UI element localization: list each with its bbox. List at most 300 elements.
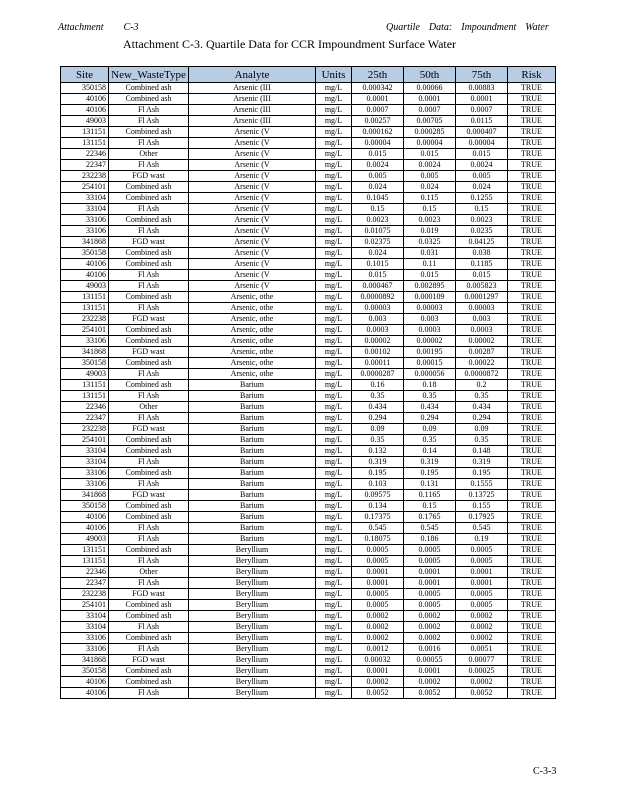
q50-cell: 0.00705 (404, 116, 456, 127)
analyte-cell: Beryllium (189, 644, 316, 655)
waste-type-cell: Combined ash (109, 446, 189, 457)
waste-type-cell: Combined ash (109, 666, 189, 677)
site-cell: 350158 (61, 83, 109, 94)
q75-cell: 0.294 (456, 413, 508, 424)
q75-cell: 0.00025 (456, 666, 508, 677)
q50-cell: 0.00195 (404, 347, 456, 358)
q75-cell: 0.1255 (456, 193, 508, 204)
q75-cell: 0.00004 (456, 138, 508, 149)
waste-type-cell: FGD wast (109, 314, 189, 325)
q50-cell: 0.002895 (404, 281, 456, 292)
site-cell: 232238 (61, 171, 109, 182)
units-cell: mg/L (316, 435, 352, 446)
table-row (61, 347, 556, 358)
table-row (61, 611, 556, 622)
q50-cell: 0.131 (404, 479, 456, 490)
q25-cell: 0.005 (352, 171, 404, 182)
q25-cell: 0.015 (352, 149, 404, 160)
table-row (61, 292, 556, 303)
table-row (61, 182, 556, 193)
q75-cell: 0.1185 (456, 259, 508, 270)
analyte-cell: Beryllium (189, 611, 316, 622)
units-cell: mg/L (316, 325, 352, 336)
units-cell: mg/L (316, 369, 352, 380)
running-header-right (386, 22, 549, 33)
site-cell: 254101 (61, 435, 109, 446)
header-right-word: Water (525, 22, 549, 33)
site-cell: 131151 (61, 138, 109, 149)
risk-cell: TRUE (508, 116, 556, 127)
q25-cell: 0.000342 (352, 83, 404, 94)
units-cell: mg/L (316, 446, 352, 457)
risk-cell: TRUE (508, 446, 556, 457)
waste-type-cell: Fl Ash (109, 622, 189, 633)
waste-type-cell: Other (109, 567, 189, 578)
q50-cell: 0.545 (404, 523, 456, 534)
q50-cell: 0.15 (404, 501, 456, 512)
waste-type-cell: Fl Ash (109, 105, 189, 116)
waste-type-cell: Fl Ash (109, 369, 189, 380)
waste-type-cell: Fl Ash (109, 270, 189, 281)
units-cell: mg/L (316, 413, 352, 424)
units-cell: mg/L (316, 127, 352, 138)
q75-cell: 0.0005 (456, 600, 508, 611)
waste-type-cell: Fl Ash (109, 160, 189, 171)
waste-type-cell: Combined ash (109, 248, 189, 259)
table-row (61, 424, 556, 435)
table-row (61, 116, 556, 127)
q50-cell: 0.0001 (404, 666, 456, 677)
risk-cell: TRUE (508, 204, 556, 215)
site-cell: 131151 (61, 127, 109, 138)
risk-cell: TRUE (508, 303, 556, 314)
site-cell: 49003 (61, 534, 109, 545)
q75-cell: 0.545 (456, 523, 508, 534)
analyte-cell: Arsenic (III (189, 83, 316, 94)
q75-cell: 0.003 (456, 314, 508, 325)
q50-cell: 0.0001 (404, 578, 456, 589)
analyte-cell: Barium (189, 490, 316, 501)
header-right-word: Data: (428, 22, 453, 33)
analyte-cell: Barium (189, 501, 316, 512)
q50-cell: 0.005 (404, 171, 456, 182)
units-cell: mg/L (316, 94, 352, 105)
waste-type-cell: Fl Ash (109, 413, 189, 424)
waste-type-cell: Fl Ash (109, 204, 189, 215)
waste-type-cell: Combined ash (109, 600, 189, 611)
analyte-cell: Arsenic (V (189, 171, 316, 182)
analyte-cell: Arsenic (V (189, 226, 316, 237)
analyte-cell: Arsenic (V (189, 127, 316, 138)
units-cell: mg/L (316, 479, 352, 490)
analyte-cell: Barium (189, 468, 316, 479)
analyte-cell: Arsenic (V (189, 204, 316, 215)
q25-cell: 0.0002 (352, 611, 404, 622)
waste-type-cell: Combined ash (109, 259, 189, 270)
risk-cell: TRUE (508, 435, 556, 446)
site-cell: 350158 (61, 666, 109, 677)
q25-cell: 0.0001 (352, 666, 404, 677)
table-row (61, 248, 556, 259)
q75-cell: 0.015 (456, 149, 508, 160)
q25-cell: 0.024 (352, 182, 404, 193)
q50-cell: 0.000109 (404, 292, 456, 303)
q75-cell: 0.0002 (456, 611, 508, 622)
header-right-word: Quartile (386, 22, 420, 33)
analyte-cell: Arsenic, othe (189, 325, 316, 336)
q50-cell: 0.0005 (404, 600, 456, 611)
units-cell: mg/L (316, 160, 352, 171)
site-cell: 131151 (61, 303, 109, 314)
table-row (61, 501, 556, 512)
q75-cell: 0.0002 (456, 622, 508, 633)
q25-cell: 0.01075 (352, 226, 404, 237)
q25-cell: 0.00002 (352, 336, 404, 347)
units-cell: mg/L (316, 358, 352, 369)
units-cell: mg/L (316, 424, 352, 435)
q75-cell: 0.0001297 (456, 292, 508, 303)
waste-type-cell: FGD wast (109, 655, 189, 666)
waste-type-cell: Combined ash (109, 545, 189, 556)
q50-cell: 0.0016 (404, 644, 456, 655)
waste-type-cell: FGD wast (109, 589, 189, 600)
q25-cell: 0.0002 (352, 633, 404, 644)
q50-cell: 0.019 (404, 226, 456, 237)
q75-cell: 0.00287 (456, 347, 508, 358)
q25-cell: 0.0002 (352, 622, 404, 633)
site-cell: 131151 (61, 391, 109, 402)
q25-cell: 0.09575 (352, 490, 404, 501)
q75-cell: 0.000407 (456, 127, 508, 138)
q25-cell: 0.132 (352, 446, 404, 457)
table-row (61, 358, 556, 369)
q75-cell: 0.0235 (456, 226, 508, 237)
q75-cell: 0.09 (456, 424, 508, 435)
q50-cell: 0.0024 (404, 160, 456, 171)
site-cell: 341868 (61, 490, 109, 501)
q75-cell: 0.0005 (456, 545, 508, 556)
site-cell: 49003 (61, 369, 109, 380)
units-cell: mg/L (316, 490, 352, 501)
site-cell: 22347 (61, 413, 109, 424)
risk-cell: TRUE (508, 523, 556, 534)
table-row (61, 204, 556, 215)
q50-cell: 0.00003 (404, 303, 456, 314)
risk-cell: TRUE (508, 677, 556, 688)
table-row (61, 688, 556, 699)
q50-cell: 0.0002 (404, 611, 456, 622)
waste-type-cell: Fl Ash (109, 479, 189, 490)
analyte-cell: Barium (189, 523, 316, 534)
analyte-cell: Beryllium (189, 589, 316, 600)
waste-type-cell: Other (109, 402, 189, 413)
risk-cell: TRUE (508, 336, 556, 347)
site-cell: 131151 (61, 292, 109, 303)
waste-type-cell: FGD wast (109, 424, 189, 435)
analyte-cell: Arsenic (V (189, 281, 316, 292)
q50-cell: 0.11 (404, 259, 456, 270)
q50-cell: 0.0325 (404, 237, 456, 248)
q25-cell: 0.02375 (352, 237, 404, 248)
q25-cell: 0.134 (352, 501, 404, 512)
units-cell: mg/L (316, 556, 352, 567)
table-row (61, 391, 556, 402)
q50-cell: 0.18 (404, 380, 456, 391)
q75-cell: 0.00077 (456, 655, 508, 666)
q75-cell: 0.15 (456, 204, 508, 215)
site-cell: 232238 (61, 424, 109, 435)
risk-cell: TRUE (508, 556, 556, 567)
waste-type-cell: Combined ash (109, 358, 189, 369)
waste-type-cell: Combined ash (109, 512, 189, 523)
units-cell: mg/L (316, 259, 352, 270)
q25-cell: 0.35 (352, 391, 404, 402)
analyte-cell: Arsenic, othe (189, 336, 316, 347)
waste-type-cell: Combined ash (109, 182, 189, 193)
units-cell: mg/L (316, 171, 352, 182)
site-cell: 232238 (61, 314, 109, 325)
units-cell: mg/L (316, 402, 352, 413)
q75-cell: 0.0001 (456, 578, 508, 589)
units-cell: mg/L (316, 677, 352, 688)
q25-cell: 0.0003 (352, 325, 404, 336)
q25-cell: 0.1045 (352, 193, 404, 204)
site-cell: 40106 (61, 512, 109, 523)
site-cell: 33106 (61, 479, 109, 490)
units-cell: mg/L (316, 589, 352, 600)
units-cell: mg/L (316, 226, 352, 237)
table-row (61, 534, 556, 545)
q25-cell: 0.000162 (352, 127, 404, 138)
waste-type-cell: Fl Ash (109, 303, 189, 314)
q50-cell: 0.0007 (404, 105, 456, 116)
analyte-cell: Arsenic, othe (189, 314, 316, 325)
waste-type-cell: Combined ash (109, 677, 189, 688)
table-row (61, 402, 556, 413)
units-cell: mg/L (316, 105, 352, 116)
analyte-cell: Arsenic (V (189, 160, 316, 171)
q75-cell: 0.0002 (456, 633, 508, 644)
table-row (61, 270, 556, 281)
analyte-cell: Barium (189, 534, 316, 545)
q25-cell: 0.103 (352, 479, 404, 490)
running-header-left (58, 22, 139, 33)
units-cell: mg/L (316, 534, 352, 545)
waste-type-cell: Fl Ash (109, 391, 189, 402)
analyte-cell: Barium (189, 435, 316, 446)
waste-type-cell: Fl Ash (109, 457, 189, 468)
risk-cell: TRUE (508, 413, 556, 424)
analyte-cell: Barium (189, 512, 316, 523)
analyte-cell: Barium (189, 391, 316, 402)
table-row (61, 523, 556, 534)
analyte-cell: Beryllium (189, 633, 316, 644)
q25-cell: 0.00004 (352, 138, 404, 149)
q50-cell: 0.14 (404, 446, 456, 457)
waste-type-cell: Fl Ash (109, 644, 189, 655)
risk-cell: TRUE (508, 138, 556, 149)
analyte-cell: Arsenic (V (189, 138, 316, 149)
q75-cell: 0.0005 (456, 589, 508, 600)
q50-cell: 0.024 (404, 182, 456, 193)
q25-cell: 0.000467 (352, 281, 404, 292)
units-cell: mg/L (316, 468, 352, 479)
q25-cell: 0.0000892 (352, 292, 404, 303)
risk-cell: TRUE (508, 171, 556, 182)
q25-cell: 0.0012 (352, 644, 404, 655)
risk-cell: TRUE (508, 545, 556, 556)
site-cell: 341868 (61, 655, 109, 666)
q75-cell: 0.35 (456, 435, 508, 446)
q75-cell: 0.19 (456, 534, 508, 545)
units-cell: mg/L (316, 666, 352, 677)
waste-type-cell: Fl Ash (109, 556, 189, 567)
q50-cell: 0.000056 (404, 369, 456, 380)
analyte-cell: Barium (189, 380, 316, 391)
q25-cell: 0.0005 (352, 556, 404, 567)
q50-cell: 0.434 (404, 402, 456, 413)
table-header-row (61, 67, 556, 83)
risk-cell: TRUE (508, 611, 556, 622)
waste-type-cell: FGD wast (109, 237, 189, 248)
q50-cell: 0.35 (404, 435, 456, 446)
q75-cell: 0.00022 (456, 358, 508, 369)
risk-cell: TRUE (508, 226, 556, 237)
units-cell: mg/L (316, 193, 352, 204)
table-row (61, 94, 556, 105)
table-row (61, 325, 556, 336)
units-cell: mg/L (316, 567, 352, 578)
q50-cell: 0.0002 (404, 622, 456, 633)
table-row (61, 589, 556, 600)
site-cell: 33106 (61, 644, 109, 655)
q50-cell: 0.003 (404, 314, 456, 325)
risk-cell: TRUE (508, 512, 556, 523)
risk-cell: TRUE (508, 391, 556, 402)
q25-cell: 0.0000287 (352, 369, 404, 380)
units-cell: mg/L (316, 578, 352, 589)
site-cell: 254101 (61, 600, 109, 611)
units-cell: mg/L (316, 688, 352, 699)
site-cell: 33104 (61, 611, 109, 622)
q25-cell: 0.00032 (352, 655, 404, 666)
waste-type-cell: Combined ash (109, 435, 189, 446)
risk-cell: TRUE (508, 149, 556, 160)
units-cell: mg/L (316, 655, 352, 666)
table-row (61, 193, 556, 204)
analyte-cell: Arsenic, othe (189, 347, 316, 358)
risk-cell: TRUE (508, 215, 556, 226)
q75-cell: 0.319 (456, 457, 508, 468)
analyte-cell: Barium (189, 457, 316, 468)
site-cell: 350158 (61, 248, 109, 259)
q25-cell: 0.294 (352, 413, 404, 424)
q25-cell: 0.0001 (352, 578, 404, 589)
site-cell: 40106 (61, 259, 109, 270)
q75-cell: 0.0007 (456, 105, 508, 116)
q75-cell: 0.00002 (456, 336, 508, 347)
risk-cell: TRUE (508, 94, 556, 105)
analyte-cell: Arsenic (V (189, 237, 316, 248)
table-row (61, 677, 556, 688)
risk-cell: TRUE (508, 534, 556, 545)
q75-cell: 0.35 (456, 391, 508, 402)
q50-cell: 0.195 (404, 468, 456, 479)
q75-cell: 0.0024 (456, 160, 508, 171)
risk-cell: TRUE (508, 567, 556, 578)
units-cell: mg/L (316, 248, 352, 259)
q25-cell: 0.16 (352, 380, 404, 391)
risk-cell: TRUE (508, 259, 556, 270)
analyte-cell: Barium (189, 402, 316, 413)
units-cell: mg/L (316, 611, 352, 622)
waste-type-cell: Combined ash (109, 325, 189, 336)
risk-cell: TRUE (508, 402, 556, 413)
analyte-cell: Arsenic (V (189, 270, 316, 281)
risk-cell: TRUE (508, 314, 556, 325)
units-cell: mg/L (316, 182, 352, 193)
table-row (61, 666, 556, 677)
q75-cell: 0.015 (456, 270, 508, 281)
risk-cell: TRUE (508, 369, 556, 380)
q50-cell: 0.00002 (404, 336, 456, 347)
table-row (61, 314, 556, 325)
q50-cell: 0.15 (404, 204, 456, 215)
table-row (61, 226, 556, 237)
risk-cell: TRUE (508, 281, 556, 292)
site-cell: 350158 (61, 358, 109, 369)
q25-cell: 0.0007 (352, 105, 404, 116)
q50-cell: 0.015 (404, 149, 456, 160)
table-row (61, 567, 556, 578)
table-row (61, 556, 556, 567)
q25-cell: 0.0001 (352, 567, 404, 578)
q50-cell: 0.35 (404, 391, 456, 402)
risk-cell: TRUE (508, 468, 556, 479)
table-row (61, 105, 556, 116)
analyte-cell: Beryllium (189, 666, 316, 677)
q75-cell: 0.024 (456, 182, 508, 193)
analyte-cell: Beryllium (189, 688, 316, 699)
q25-cell: 0.0005 (352, 600, 404, 611)
table-row (61, 413, 556, 424)
waste-type-cell: Combined ash (109, 336, 189, 347)
column-header-site: Site (61, 67, 109, 83)
q50-cell: 0.0023 (404, 215, 456, 226)
risk-cell: TRUE (508, 347, 556, 358)
risk-cell: TRUE (508, 83, 556, 94)
site-cell: 22347 (61, 578, 109, 589)
risk-cell: TRUE (508, 358, 556, 369)
q50-cell: 0.00004 (404, 138, 456, 149)
column-header-75th: 75th (456, 67, 508, 83)
analyte-cell: Beryllium (189, 600, 316, 611)
analyte-cell: Arsenic (V (189, 259, 316, 270)
waste-type-cell: Combined ash (109, 633, 189, 644)
analyte-cell: Barium (189, 446, 316, 457)
q50-cell: 0.0005 (404, 556, 456, 567)
risk-cell: TRUE (508, 655, 556, 666)
table-row (61, 479, 556, 490)
q50-cell: 0.0001 (404, 94, 456, 105)
site-cell: 33106 (61, 336, 109, 347)
q50-cell: 0.0002 (404, 677, 456, 688)
units-cell: mg/L (316, 336, 352, 347)
q25-cell: 0.35 (352, 435, 404, 446)
q25-cell: 0.024 (352, 248, 404, 259)
table-row (61, 468, 556, 479)
table-row (61, 281, 556, 292)
